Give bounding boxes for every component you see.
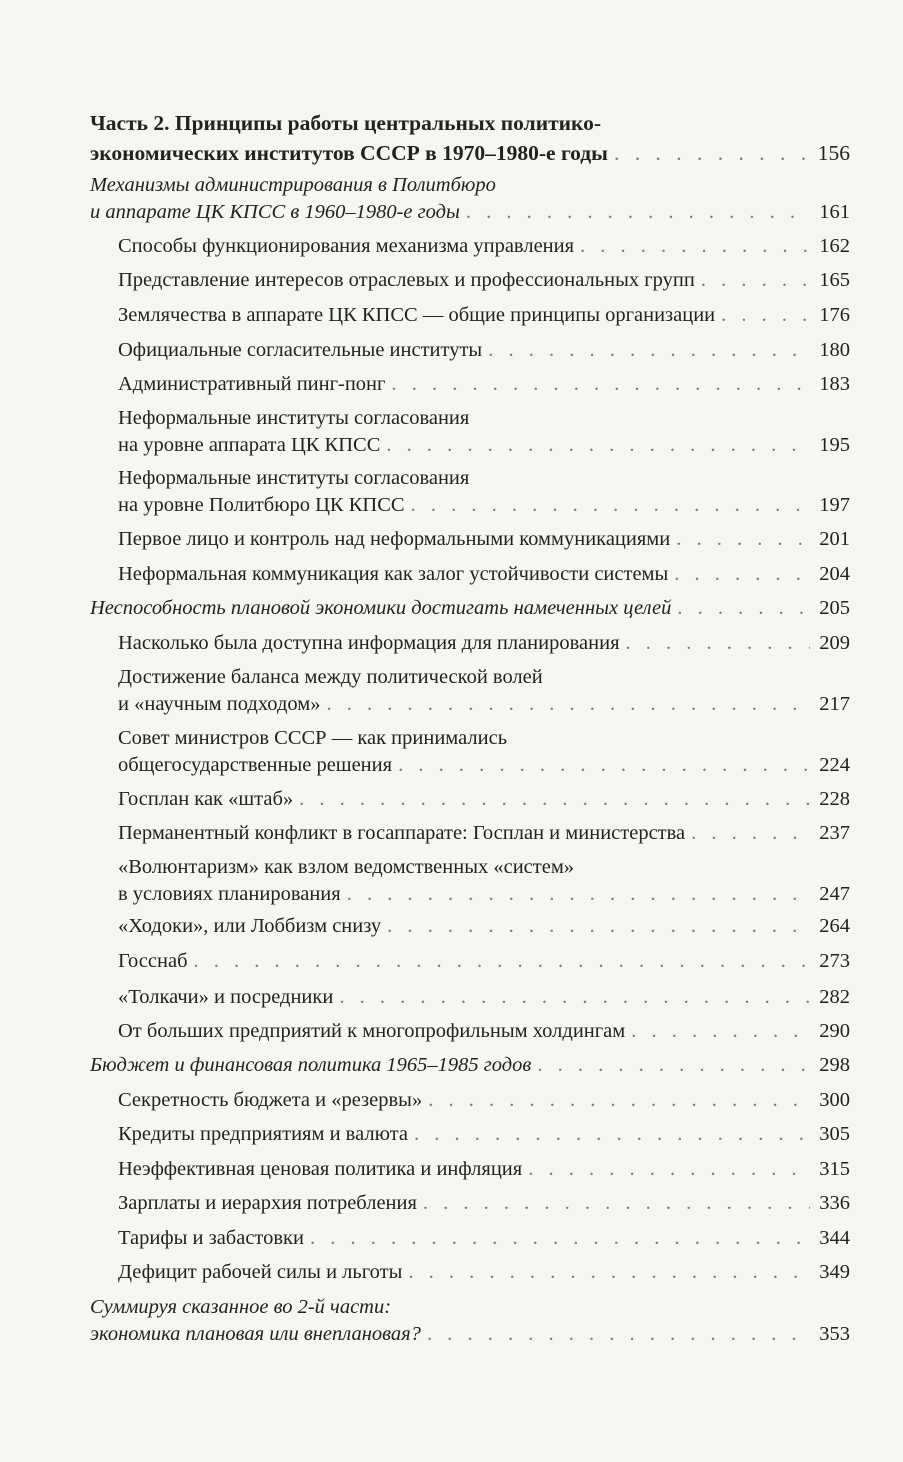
section-title: Бюджет и финансовая политика 1965–1985 годов [90, 1054, 532, 1076]
entry-title-line1: Неформальные институты согласования [118, 467, 470, 489]
leader-dots [488, 337, 810, 364]
leader-dots [466, 199, 810, 226]
entry-title-line1: Совет министров СССР — как принимались [118, 727, 508, 749]
entry-title: Кредиты предприятиям и валюта [118, 1123, 408, 1145]
leader-dots [537, 1052, 810, 1079]
toc-entry[interactable] [118, 1190, 850, 1217]
page-number: 156 [817, 141, 850, 165]
entry-title: Зарплаты и иерархия потребления [118, 1192, 417, 1214]
toc-entry[interactable] [118, 1225, 850, 1252]
leader-dots [411, 492, 810, 519]
page-number: 336 [819, 1192, 850, 1214]
leader-dots [414, 1121, 810, 1148]
entry-title-line2: и «научным подходом» [118, 693, 321, 715]
entry-title: «Ходоки», или Лоббизм снизу [118, 915, 382, 937]
section-title-line1: Механизмы администрирования в Политбюро [90, 174, 496, 196]
page-number: 217 [819, 693, 850, 715]
leader-dots [427, 1321, 810, 1348]
entry-title-line1: Достижение баланса между политической волей [118, 666, 543, 688]
leader-dots [391, 371, 810, 398]
page-number: 176 [819, 304, 850, 326]
leader-dots [721, 302, 810, 329]
toc-entry[interactable] [118, 630, 850, 657]
page-number: 247 [819, 883, 850, 905]
entry-title: Неформальная коммуникация как залог устойчивости системы [118, 563, 669, 585]
leader-dots [398, 752, 810, 779]
entry-title: Секретность бюджета и «резервы» [118, 1089, 423, 1111]
toc-entry[interactable] [118, 371, 850, 398]
page-number: 195 [819, 434, 850, 456]
page-number: 224 [819, 754, 850, 776]
toc-entry[interactable] [118, 786, 850, 813]
leader-dots [701, 267, 810, 294]
leader-dots [326, 691, 810, 718]
page-number: 298 [819, 1054, 850, 1076]
entry-title: Административный пинг-понг [118, 373, 386, 395]
entry-title: От больших предприятий к многопрофильным холдингам [118, 1020, 626, 1042]
toc-entry[interactable] [118, 561, 850, 588]
entry-title: «Толкачи» и посредники [118, 986, 334, 1008]
page-number: 180 [819, 339, 850, 361]
toc-entry[interactable] [118, 526, 850, 553]
entry-title: Тарифы и забастовки [118, 1227, 304, 1249]
page-number: 165 [819, 269, 850, 291]
page-number: 205 [819, 597, 850, 619]
page-number: 204 [819, 563, 850, 585]
page-number: 183 [819, 373, 850, 395]
leader-dots [408, 1259, 810, 1286]
toc-entry[interactable] [118, 725, 850, 779]
section-title-line2: экономика плановая или внеплановая? [90, 1323, 421, 1345]
leader-dots [691, 820, 810, 847]
entry-title-line2: на уровне Политбюро ЦК КПСС [118, 494, 405, 516]
toc-entry[interactable] [118, 913, 850, 940]
toc-entry[interactable] [118, 1121, 850, 1148]
entry-title: Насколько была доступна информация для планирования [118, 632, 620, 654]
toc-entry[interactable] [118, 267, 850, 294]
toc-entry[interactable] [118, 948, 850, 975]
leader-dots [299, 786, 810, 813]
leader-dots [626, 630, 811, 657]
toc-section[interactable] [90, 1052, 850, 1079]
entry-title: Официальные согласительные институты [118, 339, 483, 361]
page-number: 197 [819, 494, 850, 516]
leader-dots [631, 1018, 810, 1045]
leader-dots [423, 1190, 810, 1217]
page-number: 273 [819, 950, 850, 972]
page-number: 237 [819, 822, 850, 844]
leader-dots [386, 432, 810, 459]
page-number: 264 [819, 915, 850, 937]
toc-entry[interactable] [118, 1018, 850, 1045]
page-number: 161 [819, 201, 850, 223]
leader-dots [674, 561, 810, 588]
page-number: 201 [819, 528, 850, 550]
section-title: Неспособность плановой экономики достигать намеченных целей [90, 597, 672, 619]
toc-part-heading[interactable] [90, 108, 850, 168]
toc-entry[interactable] [118, 233, 850, 260]
entry-title: Дефицит рабочей силы и льготы [118, 1261, 403, 1283]
toc-entry[interactable] [118, 337, 850, 364]
entry-title: Представление интересов отраслевых и профессиональных групп [118, 269, 695, 291]
toc-entry[interactable] [118, 854, 850, 908]
page-number: 315 [819, 1158, 850, 1180]
page-number: 349 [819, 1261, 850, 1283]
leader-dots [677, 595, 810, 622]
toc-entry[interactable] [118, 984, 850, 1011]
entry-title: Перманентный конфликт в госаппарате: Госплан и министерства [118, 822, 686, 844]
toc-section[interactable] [90, 172, 850, 226]
toc-entry[interactable] [118, 302, 850, 329]
page-number: 300 [819, 1089, 850, 1111]
part-title-line2: экономических институтов СССР в 1970–1980-е годы [90, 141, 608, 165]
toc-entry[interactable] [118, 1156, 850, 1183]
page-number: 353 [819, 1323, 850, 1345]
page-number: 344 [819, 1227, 850, 1249]
part-title-line1: Часть 2. Принципы работы центральных политико- [90, 111, 602, 135]
entry-title: Госплан как «штаб» [118, 788, 294, 810]
toc-entry[interactable] [118, 1087, 850, 1114]
toc-entry[interactable] [118, 465, 850, 519]
page-number: 290 [819, 1020, 850, 1042]
toc-entry[interactable] [118, 1259, 850, 1286]
leader-dots [614, 138, 810, 168]
section-title-line1: Суммируя сказанное во 2-й части: [90, 1296, 392, 1318]
toc-section[interactable] [90, 595, 850, 622]
entry-title-line1: «Волюнтаризм» как взлом ведомственных «систем» [118, 856, 575, 878]
leader-dots [347, 881, 810, 908]
entry-title: Госснаб [118, 950, 188, 972]
leader-dots [580, 233, 810, 260]
leader-dots [310, 1225, 810, 1252]
toc-section[interactable] [90, 1294, 850, 1348]
leader-dots [387, 913, 810, 940]
page-number: 305 [819, 1123, 850, 1145]
leader-dots [528, 1156, 810, 1183]
section-title-line2: и аппарате ЦК КПСС в 1960–1980-е годы [90, 201, 460, 223]
entry-title: Первое лицо и контроль над неформальными коммуникациями [118, 528, 671, 550]
entry-title-line2: общегосударственные решения [118, 754, 393, 776]
leader-dots [339, 984, 810, 1011]
entry-title: Способы функционирования механизма управления [118, 235, 575, 257]
toc-entry[interactable] [118, 820, 850, 847]
leader-dots [676, 526, 810, 553]
entry-title-line2: в условиях планирования [118, 883, 341, 905]
entry-title-line1: Неформальные институты согласования [118, 407, 470, 429]
page-number: 162 [819, 235, 850, 257]
leader-dots [194, 948, 810, 975]
toc-entry[interactable] [118, 405, 850, 459]
entry-title: Неэффективная ценовая политика и инфляция [118, 1158, 523, 1180]
entry-title-line2: на уровне аппарата ЦК КПСС [118, 434, 381, 456]
page-number: 209 [819, 632, 850, 654]
page-number: 228 [819, 788, 850, 810]
page-number: 282 [819, 986, 850, 1008]
leader-dots [428, 1087, 810, 1114]
entry-title: Землячества в аппарате ЦК КПСС — общие принципы организации [118, 304, 716, 326]
toc-entry[interactable] [118, 664, 850, 718]
